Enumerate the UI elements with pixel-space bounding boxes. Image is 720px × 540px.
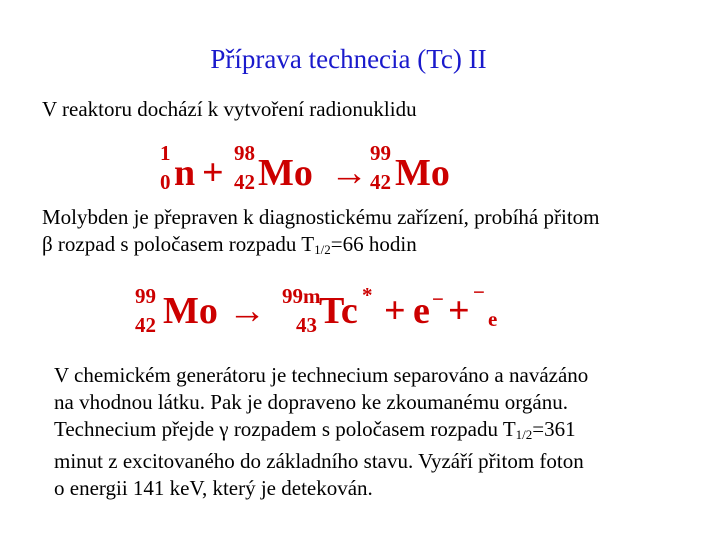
electron-charge: − [432,287,444,311]
daughter-mass-number: 99m [282,284,321,308]
product-atomic-number: 42 [370,170,391,194]
decay-arrow: → [228,290,266,332]
paragraph-line: V chemickém generátoru je technecium separováno a navázáno [54,363,589,387]
neutron-mass-number: 1 [160,141,171,165]
half-life-subscript: 1/2 [515,427,533,442]
generator-paragraph [54,362,588,502]
parent-symbol: Mo [163,290,218,332]
daughter-atomic-number: 43 [296,313,317,337]
neutron-symbol: n [174,152,196,194]
antineutrino-subscript: e [488,307,498,331]
parent-atomic-number: 42 [135,313,156,337]
paragraph-line [42,231,600,263]
reactant-mass-number: 98 [234,141,255,165]
intro-text: V reaktoru dochází k vytvoření radionuklidu [42,97,417,121]
equation-neutron-capture [0,135,720,195]
plus-sign: + [202,152,224,194]
plus-sign: + [448,290,470,332]
paragraph-line [54,416,588,448]
half-life-value: =361 [532,417,576,441]
reactant-atomic-number: 42 [234,170,255,194]
half-life-subscript: 1/2 [314,242,331,257]
paragraph-line: na vhodnou látku. Pak je dopraveno ke zkoumanému orgánu. [54,390,568,414]
parent-mass-number: 99 [135,284,156,308]
equation-beta-decay [0,280,720,340]
page-title: Příprava technecia (Tc) II [210,44,487,74]
half-life-value: =66 hodin [330,232,417,256]
line-text: Technecium přejde γ rozpadem s poločasem rozpadu T [54,417,516,441]
reaction-arrow: → [330,152,368,194]
paragraph-line: o energii 141 keV, který je detekován. [54,476,373,500]
paragraph-line: Molybden je přepraven k diagnostickému zařízení, probíhá přitom [42,205,600,229]
excited-state-star: * [362,283,373,307]
product-symbol: Mo [395,152,450,194]
neutron-atomic-number: 0 [160,170,171,194]
electron-symbol: e [413,290,430,332]
reactant-symbol: Mo [258,152,313,194]
beta-decay-paragraph [42,204,600,263]
product-mass-number: 99 [370,141,391,165]
plus-sign: + [384,290,406,332]
antineutrino-bar: − [473,280,485,304]
line-text: β rozpad s poločasem rozpadu T [42,232,315,256]
paragraph-line: minut z excitovaného do základního stavu. Vyzáří přitom foton [54,449,584,473]
daughter-symbol: Tc [319,290,358,332]
